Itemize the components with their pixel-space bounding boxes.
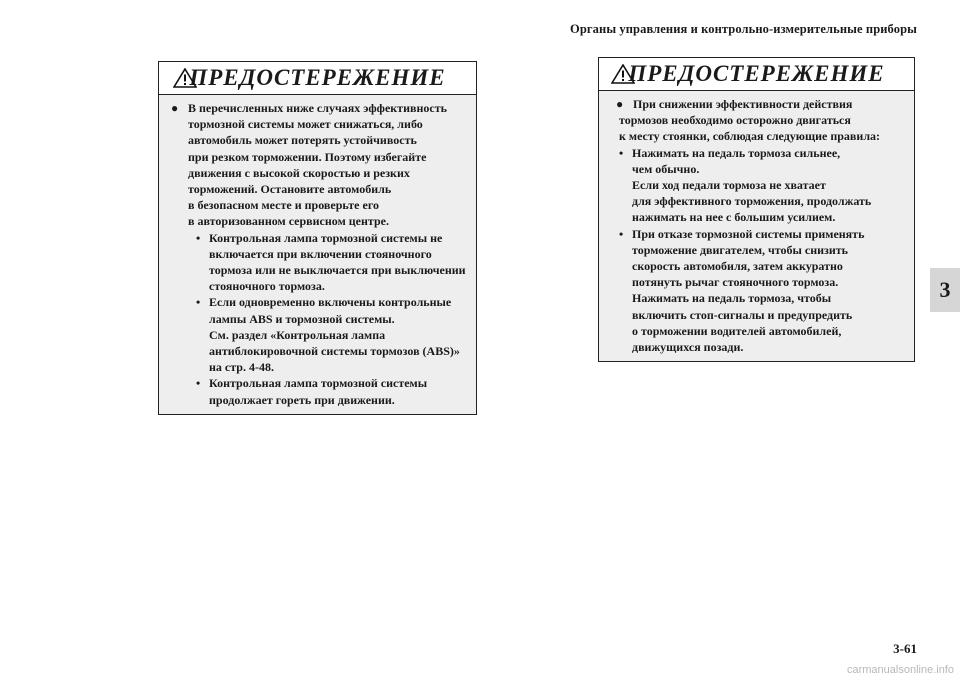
text-line: продолжает гореть при движении.: [209, 392, 395, 407]
text-line: о торможении водителей автомобилей,: [632, 323, 842, 338]
text-line: в авторизованном сервисном центре.: [188, 214, 389, 229]
sub-bullet: [619, 145, 904, 226]
chapter-tab: [930, 268, 960, 312]
main-item: [616, 96, 904, 112]
page-number: 3-61: [893, 641, 917, 656]
intro-text: [188, 100, 466, 408]
text-line: антиблокировочной системы тормозов (ABS)»: [209, 344, 460, 359]
text-line: для эффективного торможения, продолжать: [632, 194, 872, 209]
text-line: к месту стоянки, соблюдая следующие правила:: [619, 129, 881, 144]
sub-bullet: [196, 375, 466, 407]
small-dot-bullet-icon: •: [196, 376, 201, 391]
text-line: чем обычно.: [632, 161, 700, 176]
warning-box-right: [598, 57, 915, 362]
text-line: тормозов необходимо осторожно двигаться: [619, 113, 851, 128]
text-line: движущихся позади.: [632, 340, 744, 355]
text-line: нажимать на нее с большим усилием.: [632, 210, 836, 225]
text-line: на стр. 4-48.: [209, 360, 274, 375]
text-line: торможение двигателем, чтобы снизить: [632, 242, 849, 257]
text-line: при резком торможении. Поэтому избегайте: [188, 149, 427, 164]
warning-header: [159, 62, 476, 95]
main-item: [171, 100, 466, 408]
text-line: включается при включении стояночного: [209, 246, 432, 261]
warning-title: ПРЕДОСТЕРЕЖЕНИЕ: [189, 65, 446, 90]
watermark: carmanualsonline.info: [846, 664, 954, 676]
warning-body: [599, 91, 914, 361]
text-line: стояночного тормоза.: [209, 279, 325, 294]
text-line: включить стоп-сигналы и предупредить: [632, 307, 853, 322]
text-line: Нажимать на педаль тормоза сильнее,: [632, 145, 841, 160]
small-dot-bullet-icon: •: [196, 295, 201, 310]
warning-header: [599, 58, 914, 91]
warning-body: [159, 95, 476, 414]
text-line: автомобиль может потерять устойчивость: [188, 133, 417, 148]
text-line: потянуть рычаг стояночного тормоза.: [632, 275, 839, 290]
sub-bullet: [619, 226, 904, 356]
text-line: Если одновременно включены контрольные: [209, 295, 452, 310]
text-line: См. раздел «Контрольная лампа: [209, 327, 386, 342]
text-line: При отказе тормозной системы применять: [632, 226, 865, 241]
chapter-number: 3: [939, 277, 951, 302]
text-line: Нажимать на педаль тормоза, чтобы: [632, 291, 832, 306]
filled-circle-bullet-icon: ●: [616, 97, 624, 111]
sub-bullet: [196, 294, 466, 375]
text-line: движения с высокой скоростью и резких: [188, 165, 410, 180]
text-line: Контрольная лампа тормозной системы не: [209, 230, 443, 245]
warning-title: ПРЕДОСТЕРЕЖЕНИЕ: [628, 61, 885, 86]
text-line: скорость автомобиля, затем аккуратно: [632, 259, 843, 274]
text-line: в безопасном месте и проверьте его: [188, 198, 379, 213]
warning-triangle-icon: [173, 68, 197, 88]
warning-box-left: [158, 61, 477, 415]
text-line: тормозной системы может снижаться, либо: [188, 117, 423, 132]
page-header: Органы управления и контрольно-измерительные приборы: [570, 22, 917, 36]
text-line: В перечисленных ниже случаях эффективность: [188, 101, 447, 115]
text-line: тормоза или не выключается при выключении: [209, 263, 466, 278]
text-line: лампы ABS и тормозной системы.: [209, 311, 395, 326]
text-line: Если ход педали тормоза не хватает: [632, 178, 826, 193]
intro-text: [633, 96, 904, 112]
warning-triangle-icon: [611, 64, 635, 84]
small-dot-bullet-icon: •: [619, 145, 624, 160]
small-dot-bullet-icon: •: [619, 226, 624, 241]
sub-bullet: [196, 230, 466, 295]
small-dot-bullet-icon: •: [196, 230, 201, 245]
filled-circle-bullet-icon: ●: [171, 101, 179, 115]
text-line: торможений. Остановите автомобиль: [188, 182, 392, 197]
text-line: Контрольная лампа тормозной системы: [209, 376, 428, 391]
text-line: При снижении эффективности действия: [633, 97, 853, 111]
